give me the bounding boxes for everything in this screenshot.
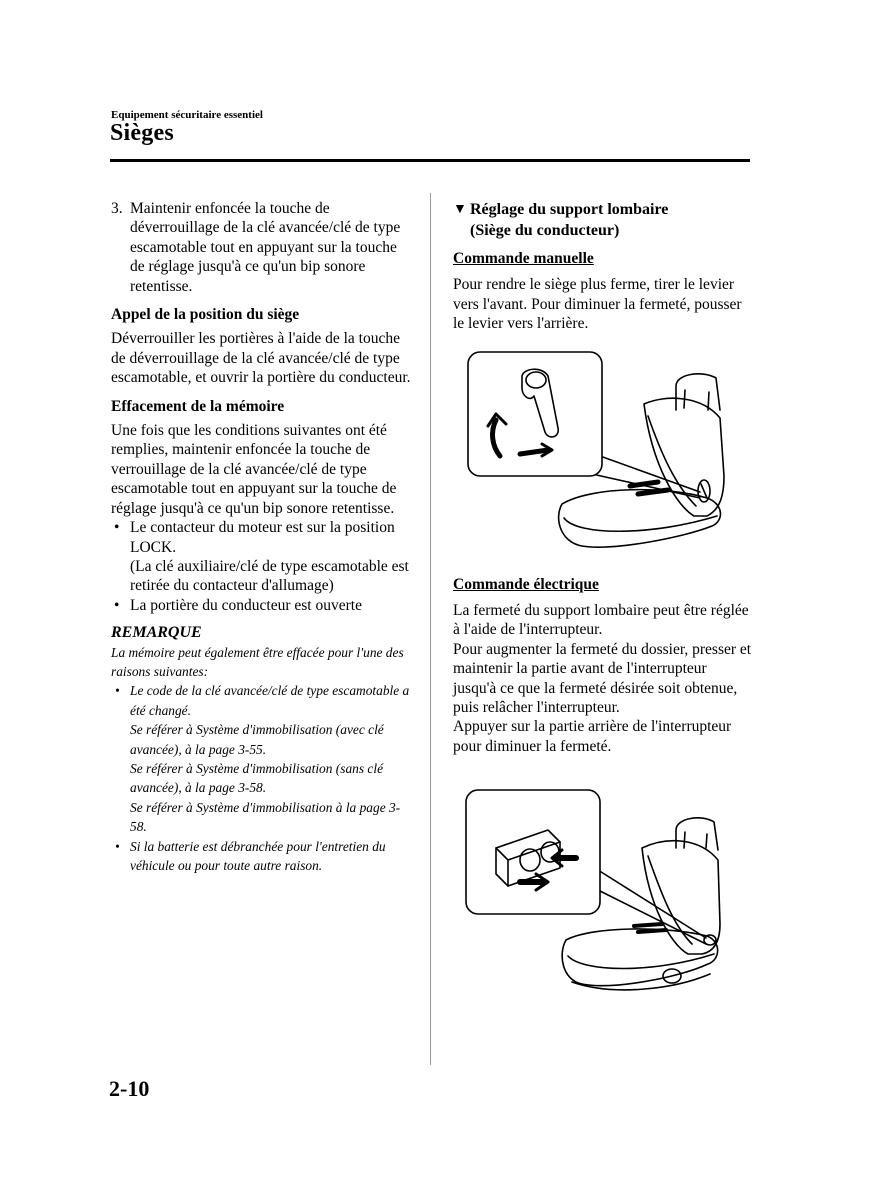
note-text: • Le code de la clé avancée/clé de type escamotable a été changé.	[130, 683, 410, 718]
remarque-intro: La mémoire peut également être effacée pour l'une des raisons suivantes:	[111, 644, 404, 679]
manual-text: Pour rendre le siège plus ferme, tirer le levier vers l'avant. Pour diminuer la fermeté, pousser le levier vers l'arrière.	[453, 276, 742, 333]
triangle-marker-icon: ▼	[453, 202, 467, 217]
electric-text-2: Pour augmenter la fermeté du dossier, presser et maintenir la partie avant de l'interrupteur jusqu'à ce que la fermeté désirée soit obtenue, puis relâcher l'interrupteur.	[453, 640, 752, 717]
left-column	[111, 199, 411, 875]
electric-text-1: La fermeté du support lombaire peut être réglée à l'aide de l'interrupteur.	[453, 602, 749, 639]
manual-lumbar-illustration	[462, 346, 730, 568]
remarque-list	[111, 681, 411, 875]
page-title: Sièges	[110, 120, 174, 146]
list-item: • Si la batterie est débranchée pour l'entretien du véhicule ou pour toute autre raison.	[111, 837, 411, 876]
column-divider	[430, 193, 431, 1065]
lumbar-heading-line1: Réglage du support lombaire	[470, 201, 669, 218]
erase-conditions	[111, 518, 411, 615]
condition-text: • Le contacteur du moteur est sur la position LOCK.	[130, 519, 395, 556]
note-reference: Se référer à Système d'immobilisation à la page 3-58.	[130, 799, 401, 835]
recall-text: Déverrouiller les portières à l'aide de la touche de déverrouillage de la clé avancée/clé de type escamotable, et ouvrir la portière du conducteur.	[111, 330, 411, 387]
erase-text: Une fois que les conditions suivantes ont été remplies, maintenir enfoncée la touche de verrouillage de la clé avancée/clé de type escamotable tout en appuyant sur la touche de réglage jusqu'à ce qu'un bip sonore retentisse.	[111, 422, 397, 517]
list-item	[111, 518, 411, 596]
remarque-note	[111, 643, 411, 876]
list-item: • La portière du conducteur est ouverte	[111, 596, 411, 615]
title-rule	[110, 159, 750, 162]
list-item	[111, 681, 411, 836]
lumbar-heading	[453, 199, 753, 241]
electric-heading: Commande électrique	[453, 575, 599, 593]
step-number: 3.	[111, 200, 123, 217]
step-text: Maintenir enfoncée la touche de déverrouillage de la clé avancée/clé de type escamotable tout en appuyant sur la touche de réglage jusqu'à ce qu'un bip sonore retentisse.	[130, 200, 401, 295]
manual-heading: Commande manuelle	[453, 250, 594, 267]
note-reference: Se référer à Système d'immobilisation (sans clé avancée), à la page 3-58.	[130, 760, 384, 796]
condition-note: (La clé auxiliaire/clé de type escamotable est retirée du contacteur d'allumage)	[130, 557, 409, 595]
lumbar-heading-line2: (Siège du conducteur)	[470, 222, 620, 239]
electric-lumbar-illustration	[462, 786, 730, 1006]
section-label: Equipement sécuritaire essentiel	[111, 109, 263, 121]
recall-heading: Appel de la position du siège	[111, 306, 300, 324]
page-number: 2-10	[109, 1076, 150, 1101]
erase-heading: Effacement de la mémoire	[111, 397, 285, 415]
step-3	[111, 199, 411, 296]
electric-text-3: Appuyer sur la partie arrière de l'interrupteur pour diminuer la fermeté.	[453, 718, 732, 755]
note-reference: Se référer à Système d'immobilisation (avec clé avancée), à la page 3-55.	[130, 722, 384, 757]
remarque-heading: REMARQUE	[111, 624, 202, 642]
